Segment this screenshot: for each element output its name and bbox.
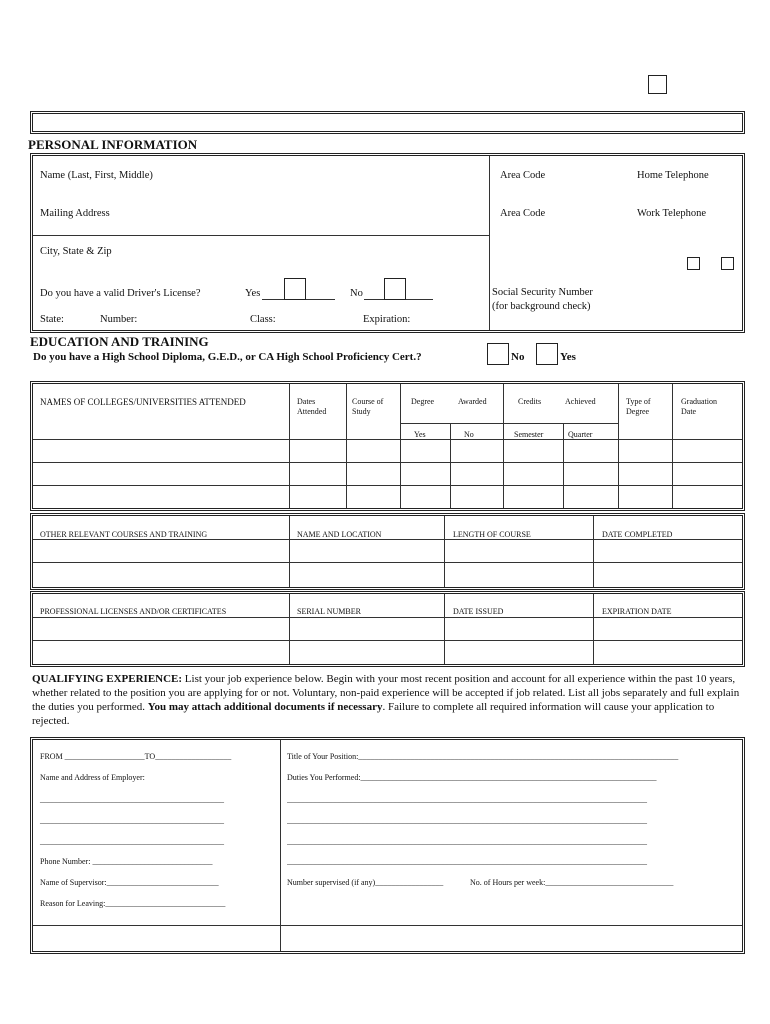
license-no-checkbox[interactable] xyxy=(384,278,406,300)
number-supervised-field[interactable]: Number supervised (if any)_________________ xyxy=(287,878,444,887)
license-question: Do you have a valid Driver's License? xyxy=(40,288,201,299)
col-dates-2: Attended xyxy=(297,407,327,416)
col-achieved: Achieved xyxy=(565,397,596,406)
city-state-zip-label: City, State & Zip xyxy=(40,246,112,257)
licenses-table xyxy=(30,591,745,667)
col-dates-1: Dates xyxy=(297,397,316,406)
date-completed-label: DATE COMPLETED xyxy=(602,530,673,539)
duties-line-2[interactable]: __________________________________________________________________________________________ xyxy=(287,816,647,825)
from-to-field[interactable]: FROM ____________________TO___________________ xyxy=(40,752,232,761)
mailing-address-label: Mailing Address xyxy=(40,208,110,219)
phone-number-field[interactable]: Phone Number: ______________________________ xyxy=(40,857,213,866)
duties-line-4[interactable]: __________________________________________________________________________________________ xyxy=(287,857,647,866)
license-yes-checkbox[interactable] xyxy=(284,278,306,300)
area-code-label-1: Area Code xyxy=(500,170,546,181)
duties-line-3[interactable]: __________________________________________________________________________________________ xyxy=(287,837,647,846)
sub-no: No xyxy=(464,430,474,439)
qualifying-text-1: List your job experience below. Begin with your most recent position and account for all experience within the past 10 years, whether related to the position you are applying for or not. Voluntary, non-paid experience will be accepted if job related. List all jobs separately and full explain the duties you performed. xyxy=(32,673,740,713)
diploma-yes-label: Yes xyxy=(560,351,576,363)
license-yes-label: Yes xyxy=(245,288,261,299)
sub-quarter: Quarter xyxy=(568,430,593,439)
col-colleges: NAMES OF COLLEGES/UNIVERSITIES ATTENDED xyxy=(40,397,246,407)
duties-line-1[interactable]: __________________________________________________________________________________________ xyxy=(287,795,647,804)
ssn-label-1: Social Security Number xyxy=(492,287,593,298)
licenses-label: PROFESSIONAL LICENSES AND/OR CERTIFICATES xyxy=(40,607,227,616)
reason-leaving-field[interactable]: Reason for Leaving:______________________________ xyxy=(40,899,226,908)
employer-label: Name and Address of Employer: xyxy=(40,773,145,782)
diploma-yes-checkbox[interactable] xyxy=(536,343,558,365)
hours-per-week-field[interactable]: No. of Hours per week:________________________________ xyxy=(470,878,674,887)
employer-line-1[interactable]: ______________________________________________ xyxy=(40,795,224,804)
qualifying-bold: You may attach additional documents if necessary xyxy=(147,701,383,713)
diploma-question: Do you have a High School Diploma, G.E.D., or CA High School Proficiency Cert.? xyxy=(33,351,422,363)
col-awarded: Awarded xyxy=(458,397,487,406)
qualifying-text-2: . Failure to complete all required information will cause your application to rejected. xyxy=(32,701,715,727)
license-no-label: No xyxy=(350,288,363,299)
sub-yes: Yes xyxy=(414,430,426,439)
supervisor-field[interactable]: Name of Supervisor:____________________________ xyxy=(40,878,219,887)
expiration-label: Expiration: xyxy=(363,314,411,325)
expiration-date-label: EXPIRATION DATE xyxy=(602,607,672,616)
other-courses-label: OTHER RELEVANT COURSES AND TRAINING xyxy=(40,530,208,539)
ssn-label-2: (for background check) xyxy=(492,301,591,312)
col-type-2: Degree xyxy=(626,407,650,416)
name-location-label: NAME AND LOCATION xyxy=(297,530,382,539)
education-heading: EDUCATION AND TRAINING xyxy=(30,334,209,349)
home-telephone-label: Home Telephone xyxy=(637,170,709,181)
name-label: Name (Last, First, Middle) xyxy=(40,170,153,181)
length-course-label: LENGTH OF COURSE xyxy=(453,530,531,539)
col-degree: Degree xyxy=(411,397,435,406)
right-checkbox-1[interactable] xyxy=(687,257,700,270)
diploma-no-label: No xyxy=(511,351,525,363)
date-issued-label: DATE ISSUED xyxy=(453,607,504,616)
col-course-1: Course of xyxy=(352,397,384,406)
title-bar xyxy=(30,111,745,134)
right-checkbox-2[interactable] xyxy=(721,257,734,270)
top-checkbox[interactable] xyxy=(648,75,667,94)
col-credits: Credits xyxy=(518,397,542,406)
number-label: Number: xyxy=(100,314,138,325)
col-grad-1: Graduation xyxy=(681,397,717,406)
qualifying-lead: QUALIFYING EXPERIENCE: xyxy=(32,673,183,685)
area-code-label-2: Area Code xyxy=(500,208,546,219)
sub-semester: Semester xyxy=(514,430,544,439)
class-label: Class: xyxy=(250,314,276,325)
col-grad-2: Date xyxy=(681,407,697,416)
position-title-field[interactable]: Title of Your Position:________________________________________________________________________________ xyxy=(287,752,679,761)
personal-heading: PERSONAL INFORMATION xyxy=(28,137,198,152)
col-type-1: Type of xyxy=(626,397,651,406)
employer-line-2[interactable]: ______________________________________________ xyxy=(40,816,224,825)
state-label: State: xyxy=(40,314,64,325)
duties-field[interactable]: Duties You Performed:__________________________________________________________________________ xyxy=(287,773,657,782)
other-courses-table xyxy=(30,513,745,590)
diploma-no-checkbox[interactable] xyxy=(487,343,509,365)
qualifying-paragraph xyxy=(32,672,744,728)
serial-number-label: SERIAL NUMBER xyxy=(297,607,361,616)
col-course-2: Study xyxy=(352,407,371,416)
work-telephone-label: Work Telephone xyxy=(637,208,707,219)
employer-line-3[interactable]: ______________________________________________ xyxy=(40,837,224,846)
